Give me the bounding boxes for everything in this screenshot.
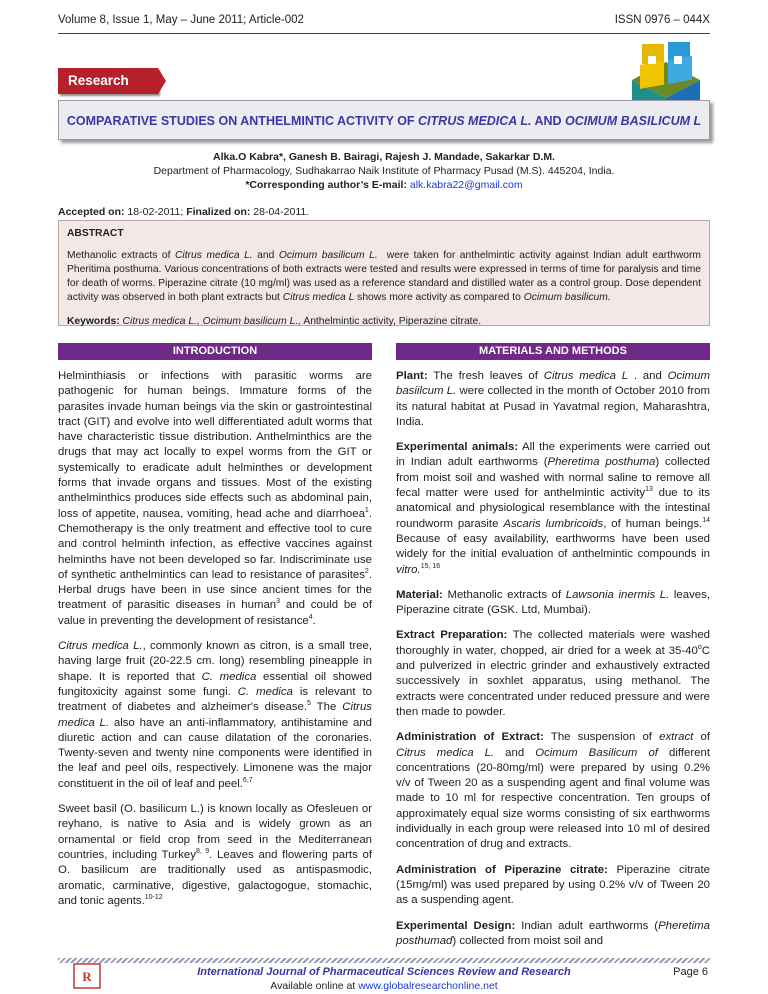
introduction-column [58, 369, 372, 919]
availability: Available online at www.globalresearchonline.net [270, 980, 498, 992]
paragraph: Sweet basil (O. basilicum L.) is known locally as Ofesleuen or reyhano, is native to Asia and is widely grown as an ornamental or field crop from seed in the Mediterranean countries, including Turkey$^{8, 9}$. Leaves and flowering parts of O. basilicum are traditionally used as antispasmodic, aromatic, carminative, digestive, galactogogue, stomachic, and tonic agents.$^{10-12}$ [58, 803, 372, 907]
footer-rule [58, 958, 710, 963]
paragraph: Administration of Piperazine citrate: Piperazine citrate (15mg/ml) was used prepared by using 0.2% v/v of Tween 20 as a suspending agent. [396, 863, 710, 907]
paragraph: Citrus medica L., commonly known as citron, is a small tree, having large fruit (20-22.5 cm. long) resembling pineapple in shape. It is reported that C. medica essential oil showed fungitoxicity against some fungi. C. medica is relevant to treatment of diabetes and alzheimer's disease.$^5$ The Citrus medica L. also have an anti-inflammatory, antihistamine and diuretic action and can cause dilatation of the coronaries. Twenty-seven and twenty nine components were identified in the leaf and peel oils, respectively. Limonene was the major constituent in the oil of leaf and peel.$^{6,7}$ [58, 640, 373, 790]
issn: ISSN 0976 – 044X [614, 14, 710, 26]
paragraph: Extract Preparation: The collected materials were washed thoroughly in water, chopped, air dried for a week at 35-40$^o$C and pulverized in electric grinder and exhaustively extracted successively in soxhlet apparatus, using methanol. The extracts were concentrated under reduced pressure and were then made to powder. [396, 629, 710, 718]
header-rule [58, 33, 710, 34]
corresponding-author: *Corresponding author’s E-mail: alk.kabra22@gmail.com [245, 179, 523, 191]
page-number: Page 6 [673, 966, 708, 978]
paragraph: Material: Methanolic extracts of Lawsonia inermis L. leaves, Piperazine citrate (GSK. Ltd, Mumbai). [396, 588, 710, 617]
dates: Accepted on: 18-02-2011; Finalized on: 28-04-2011. [58, 206, 310, 218]
article-title: COMPARATIVE STUDIES ON ANTHELMINTIC ACTIVITY OF CITRUS MEDICA L. AND OCIMUM BASILICUM L [66, 114, 702, 128]
website-link[interactable]: www.globalresearchonline.net [358, 980, 498, 992]
paragraph: Experimental Design: Indian adult earthworms (Pheretima posthumad) collected from moist soil and [396, 919, 710, 947]
abstract-text: Methanolic extracts of Citrus medica L. and Ocimum basilicum L. were taken for anthelmintic activity against Indian adult earthworm Pheritima posthuma. Various concentrations of both extracts were tested and results were expressed in terms of time for paralysis and time for death of worms. Piperazine citrate (10 mg/ml) was used as a reference standard and distilled water as a control group. Dose dependent activity was observed in both plant extracts but Citrus medica L shows more activity as compared to Ocimum basilicum. [67, 250, 701, 303]
title-box [58, 100, 710, 140]
affiliation: Department of Pharmacology, Sudhakarrao Naik Institute of Pharmacy Pusad (M.S). 445204, India. [153, 165, 615, 177]
keywords: Keywords: Citrus medica L., Ocimum basilicum L., Anthelmintic activity, Piperazine citrate. [67, 316, 482, 327]
svg-text:R: R [82, 969, 92, 984]
email-link[interactable]: alk.kabra22@gmail.com [409, 179, 523, 191]
paragraph: Experimental animals: All the experiments were carried out in Indian adult earthworms (Pheretima posthuma) collected from moist soil and washed with normal saline to remove all fecal matter were used for anthelmintic activity$^{13}$ due to its anatomical and physiological resemblance with the intestinal roundworm parasite Ascaris lumbricoids, of human beings.$^{14}$ Because of easy availability, earthworms have been used widely for the initial evaluation of anthelmintic compounds in vitro.$^{15, 16}$ [396, 441, 710, 576]
volume-info: Volume 8, Issue 1, May – June 2011; Article-002 [58, 14, 304, 26]
abstract-box [58, 220, 710, 326]
paragraph: Helminthiasis or infections with parasitic worms are pathogenic for human beings. Immature forms of the parasites invade human beings via the skin or gastrointestinal tract (GIT) and evolve into well differentiated adult worms that have characteristic tissue distribution. Anthelminthics are the drugs that may act locally to expel worms from the GIT or systemically to eradicate adult helminthes or development forms that invade organs and tissues. Most of the existing anthelminthics produces side effects such as abdominal pain, loss of appetite, nausea, vomiting, head ache and diarrhoea$^1$. Chemotherapy is the only treatment and effective tool to cure and control helminth infection, as effective vaccines against helminths have not been developed so far. Indiscriminate use of synthetic anthelmintics can lead to resistance of parasites$^2$. Herbal drugs have been in use since ancient times for the treatment of parasitic diseases in human$^3$ and could be of value in preventing the development of resistance$^4$. [58, 370, 372, 627]
article-type-badge: Research [58, 68, 158, 94]
abstract-heading: ABSTRACT [67, 228, 124, 239]
journal-name: International Journal of Pharmaceutical Sciences Review and Research [197, 966, 571, 978]
paragraph: Plant: The fresh leaves of Citrus medica L . and Ocimum basiilcum L. were collected in the month of October 2010 from its natural habitat at Pusad in Yavatmal region, Maharashtra, India. [396, 370, 711, 428]
authors: Alka.O Kabra*, Ganesh B. Bairagi, Rajesh J. Mandade, Sakarkar D.M. [213, 151, 555, 163]
materials-column [396, 369, 710, 959]
section-heading-introduction: INTRODUCTION [58, 343, 372, 360]
running-header [58, 14, 710, 30]
section-heading-materials: MATERIALS AND METHODS [396, 343, 710, 360]
paragraph: Administration of Extract: The suspension of extract of Citrus medica L. and Ocimum Basilicum of different concentrations (20-80mg/ml) were prepared by using 0.2% v/v of Tween 20 as a suspending agent and final volume was made to 10 ml for respective concentration. Ten groups of approximately equal size worms consisting of six earthworms individually in each group were released into 10 ml of desired concentration of drug and extracts. [396, 731, 710, 851]
